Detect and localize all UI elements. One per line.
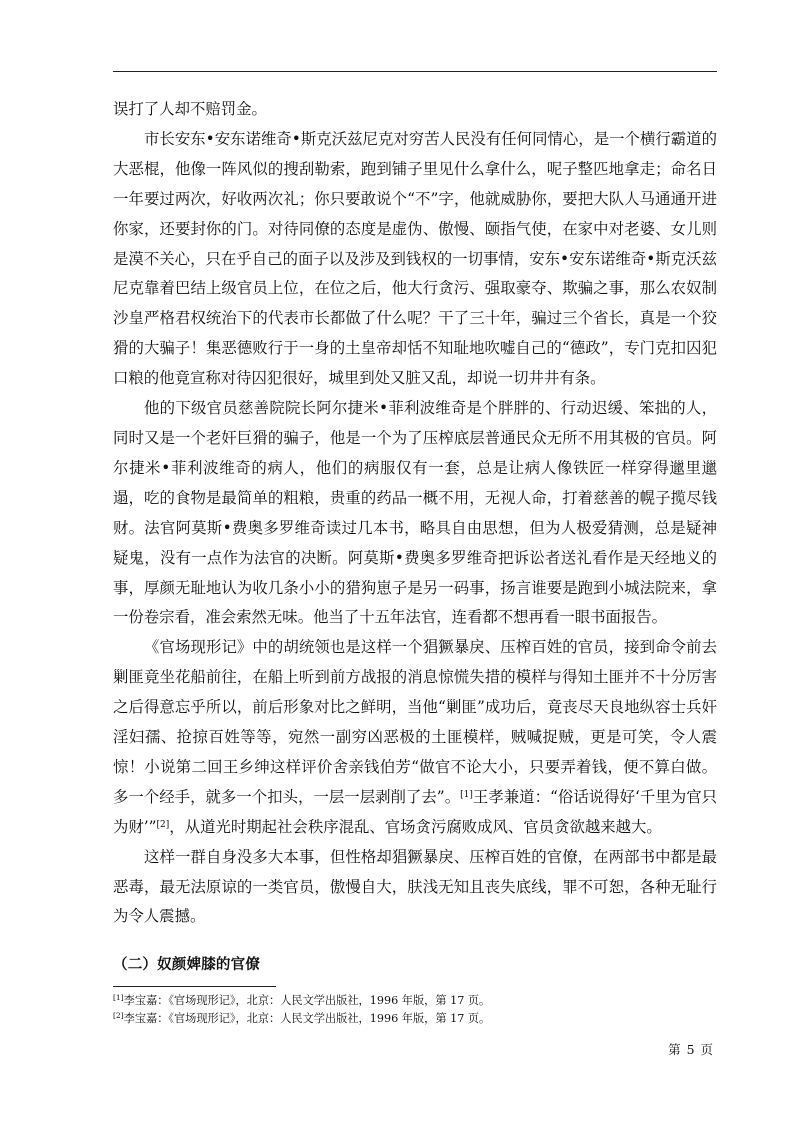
paragraph-subordinates: 他的下级官员慈善院院长阿尔捷米•菲利波维奇是个胖胖的、行动迟缓、笨拙的人，同时又是一个老奸巨猾的骗子，他是一个为了压榨底层普通民众无所不用其极的官员。阿尔捷米•菲利波维奇的病人，他们的病服仅有一套，总是让病人像铁匠一样穿得邋里邋遢，吃的食物是最简单的粗粮，贵重的药品一概不用，无视人命，打着慈善的幌子揽尽钱财。法官阿莫斯•费奥多罗维奇读过几本书，略具自由思想，但为人极爱猜测，总是疑神疑鬼，没有一点作为法官的决断。阿莫斯•费奥多罗维奇把诉讼者送礼看作是天经地义的事，厚颜无耻地认为收几条小小的猎狗崽子是另一码事，扬言谁要是跑到小城法院来，拿一份卷宗看，准会索然无味。他当了十五年法官，连看都不想再看一眼书面报告。 — [113, 399, 717, 627]
paragraph-hu-tongling-text: 《官场现形记》中的胡统领也是这样一个猖獗暴戾、压榨百姓的官员，接到命令前去剿匪竟坐花船前往，在船上听到前方战报的消息惊慌失措的模样与得知土匪并不十分厉害之后得意忘乎所以，前后形象对比之鲜明，当他“剿匪”成功后，竟丧尽天良地纵容士兵奸淫妇孺、抢掠百姓等等，宛然一副穷凶恶极的土匪模样，贼喊捉贼，更是可笑，令人震惊！小说第二回王乡绅这样评价舍亲钱伯芳“做官不论大小，只要弄着钱，便不算白做。多一个经手，就多一个扣头，一层一层剥削了去”。 — [113, 638, 717, 806]
section-heading: （二）奴颜婢膝的官僚 — [113, 956, 260, 973]
footnote-rule — [113, 986, 276, 987]
footnotes — [113, 992, 717, 1027]
footnote-text: 李宝嘉：《官场现形记》，北京：人民文学出版社，1996 年版，第 17 页。 — [123, 994, 491, 1007]
page-number: 第 5 页 — [668, 1042, 714, 1057]
body-text — [113, 95, 717, 932]
footnote-1 — [113, 992, 717, 1010]
paragraph-tail-text: ，从道光时期起社会秩序混乱、官场贪污腐败成风、官员贪欲越来越大。 — [169, 817, 662, 836]
paragraph-quote-text: 王孝兼道：“俗话说得好‘千里为官只为财’” — [113, 787, 718, 836]
footnote-mark: [1] — [113, 993, 124, 1002]
paragraph-continuation: 误打了人却不赔罚金。 — [113, 100, 267, 118]
footnote-text: 李宝嘉：《官场现形记》，北京：人民文学出版社，1996 年版，第 17 页。 — [123, 1011, 491, 1025]
paragraph-hu-tongling — [113, 633, 717, 842]
footnote-mark: [2] — [113, 1010, 124, 1020]
footnote-2 — [113, 1010, 717, 1028]
paragraph-summary: 这样一群自身没多大本事，但性格却猖獗暴戾、压榨百姓的官僚，在两部书中都是最恶毒，最无法原谅的一类官员，傲慢自大，肤浅无知且丧失底线，罪不可恕，各种无耻行为令人震撼。 — [113, 847, 717, 926]
footnote-ref-2[interactable]: [2] — [156, 819, 170, 830]
paragraph-mayor: 市长安东•安东诺维奇•斯克沃兹尼克对穷苦人民没有任何同情心，是一个横行霸道的大恶棍，他像一阵风似的搜刮勒索，跑到铺子里见什么拿什么，呢子整匹地拿走；命名日一年要过两次，好收两次礼；你只要敢说个“不”字，他就威胁你，要把大队人马通通开进你家，还要封你的门。对待同僚的态度是虚伪、傲慢、颐指气使，在家中对老婆、女儿则是漠不关心，只在乎自己的面子以及涉及到钱权的一切事情，安东•安东诺维奇•斯克沃兹尼克靠着巴结上级官员上位，在位之后，他大行贪污、强取豪夺、欺骗之事，那么农奴制沙皇严格君权统治下的代表市长都做了什么呢？干了三十年，骗过三个省长，真是一个狡猾的大骗子！集恶德败行于一身的土皇帝却恬不知耻地吹嘘自己的“德政”，专门克扣囚犯口粮的他竟宣称对待囚犯很好，城里到处又脏又乱，却说一切井井有条。 — [113, 129, 717, 388]
footnote-ref-1[interactable]: [1] — [460, 789, 473, 800]
header-rule — [113, 71, 717, 72]
